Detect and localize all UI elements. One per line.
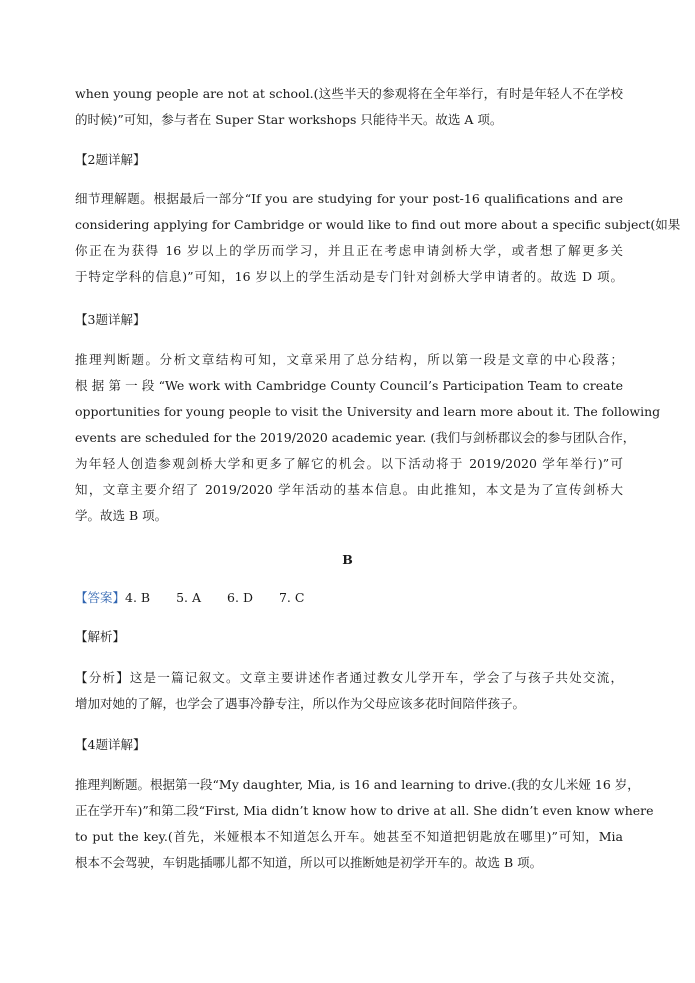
text-line: 增加对她的了解，也学会了遇事冷静专注，所以作为父母应该多花时间陪伴孩子。 [75, 696, 526, 711]
text-line: 根 据 第 一 段 “We work with Cambridge County Council’s Participation Team to create [75, 378, 623, 393]
answer-line [75, 588, 330, 608]
text-line [75, 665, 623, 691]
text-line: 细节理解题。根据最后一部分“If you are studying for your post-16 qualifications and are [75, 191, 623, 206]
analysis-label: 【分析】 [75, 670, 130, 685]
text-line: 根本不会驾驶，车钥匙插哪儿都不知道，所以可以推断她是初学开车的。故选 B 项。 [75, 855, 543, 870]
text-line: 学。故选 B 项。 [75, 508, 168, 523]
text-line: events are scheduled for the 2019/2020 academic year. (我们与剑桥郡议会的参与团队合作， [75, 430, 636, 445]
q2-heading: 【2题详解】 [75, 152, 146, 167]
analysis-heading: 【解析】 [75, 629, 126, 644]
text-line: 推理判断题。分析文章结构可知，文章采用了总分结构，所以第一段是文章的中心段落； [75, 352, 623, 367]
text-line: to put the key.(首先，米娅根本不知道怎么开车。她甚至不知道把钥匙放在哪里)”可知，Mia [75, 829, 623, 844]
text-line: when young people are not at school.(这些半天的参观将在全年举行，有时是年轻人不在学校 [75, 86, 623, 101]
answer-item: 5. A [176, 590, 202, 605]
text-line: opportunities for young people to visit the University and learn more about it. The following [75, 404, 661, 419]
answer-label: 【答案】 [75, 590, 126, 605]
paragraph-q1-continuation [75, 81, 623, 133]
section-title: B [342, 552, 353, 567]
analysis-text: 这是一篇记叙文。文章主要讲述作者通过教女儿学开车，学会了与孩子共处交流， [129, 670, 623, 685]
text-line: 的时候)”可知，参与者在 Super Star workshops 只能待半天。故选 A 项。 [75, 112, 503, 127]
paragraph-q3 [75, 347, 661, 529]
text-line: 为年轻人创造参观剑桥大学和更多了解它的机会。以下活动将于 2019/2020 学年举行)”可 [75, 456, 623, 471]
text-line: considering applying for Cambridge or would like to find out more about a specific subject(如果 [75, 217, 681, 232]
text-line: 推理判断题。根据第一段“My daughter, Mia, is 16 and learning to drive.(我的女儿米娅 16 岁， [75, 777, 640, 792]
answer-item: 7. C [278, 590, 305, 605]
text-line: 正在学开车)”和第二段“First, Mia didn’t know how to drive at all. She didn’t even know where [75, 803, 654, 818]
paragraph-analysis [75, 665, 623, 717]
text-line: 于特定学科的信息)”可知，16 岁以上的学生活动是专门针对剑桥大学申请者的。故选 D 项。 [75, 269, 623, 284]
paragraph-q4 [75, 772, 654, 876]
q4-heading: 【4题详解】 [75, 737, 146, 752]
q3-heading: 【3题详解】 [75, 312, 146, 327]
text-line: 知，文章主要介绍了 2019/2020 学年活动的基本信息。由此推知，本文是为了宣传剑桥大 [75, 482, 623, 497]
answer-item: 4. B [125, 590, 151, 605]
text-line: 你正在为获得 16 岁以上的学历而学习，并且正在考虑申请剑桥大学，或者想了解更多关 [75, 243, 623, 258]
answer-item: 6. D [227, 590, 253, 605]
paragraph-q2 [75, 186, 681, 290]
